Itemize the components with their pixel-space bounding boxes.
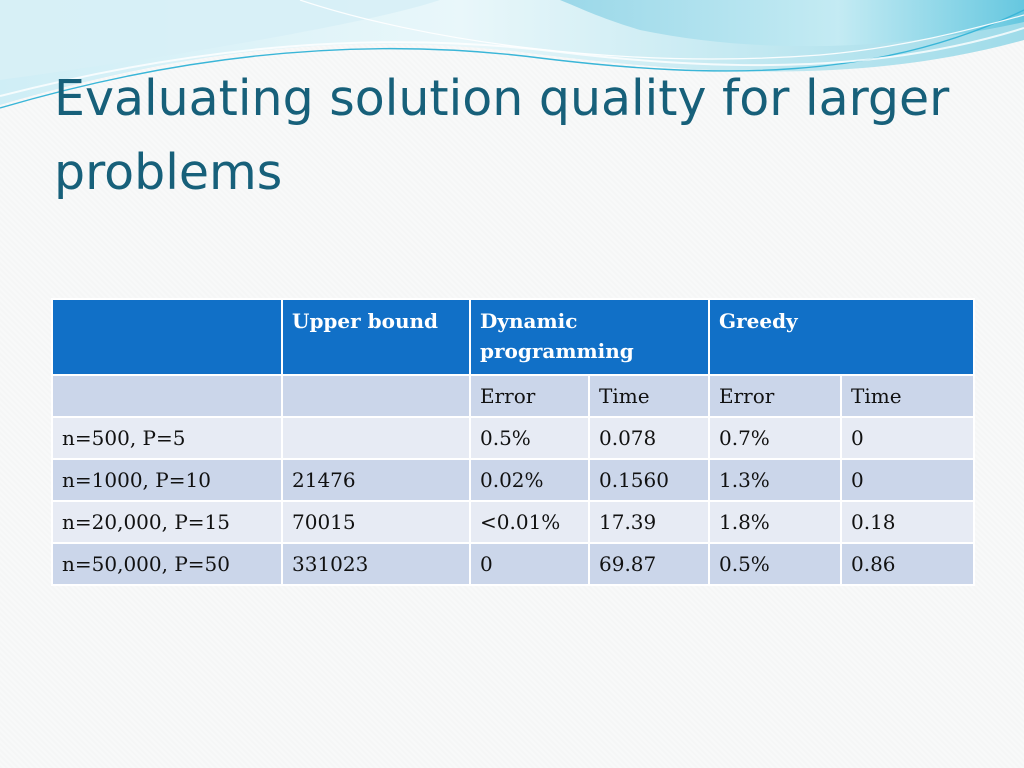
cell-upper-bound: 331023	[282, 543, 470, 585]
cell-dp-error: <0.01%	[470, 501, 589, 543]
header-greedy: Greedy	[709, 299, 974, 375]
header-empty	[52, 299, 282, 375]
cell-dp-error: 0.02%	[470, 459, 589, 501]
cell-greedy-time: 0.86	[841, 543, 974, 585]
cell-greedy-error: 0.7%	[709, 417, 841, 459]
table-row	[52, 459, 974, 501]
cell-greedy-error: 1.3%	[709, 459, 841, 501]
slide-title: Evaluating solution quality for larger problems	[54, 70, 950, 201]
table-cell	[282, 375, 470, 417]
subheader-dp-error: Error	[470, 375, 589, 417]
cell-greedy-error: 0.5%	[709, 543, 841, 585]
header-dynamic-programming: Dynamic programming	[470, 299, 709, 375]
cell-dp-time: 17.39	[589, 501, 709, 543]
cell-dp-time: 0.1560	[589, 459, 709, 501]
row-label: n=1000, P=10	[52, 459, 282, 501]
subheader-greedy-error: Error	[709, 375, 841, 417]
table-row	[52, 501, 974, 543]
table-cell	[52, 375, 282, 417]
cell-upper-bound	[282, 417, 470, 459]
row-label: n=20,000, P=15	[52, 501, 282, 543]
row-label: n=500, P=5	[52, 417, 282, 459]
table-header-row	[52, 299, 974, 375]
cell-greedy-time: 0	[841, 459, 974, 501]
row-label: n=50,000, P=50	[52, 543, 282, 585]
cell-upper-bound: 70015	[282, 501, 470, 543]
subheader-greedy-time: Time	[841, 375, 974, 417]
cell-greedy-time: 0	[841, 417, 974, 459]
cell-greedy-error: 1.8%	[709, 501, 841, 543]
cell-dp-time: 69.87	[589, 543, 709, 585]
table-row	[52, 417, 974, 459]
cell-dp-error: 0.5%	[470, 417, 589, 459]
cell-upper-bound: 21476	[282, 459, 470, 501]
cell-dp-time: 0.078	[589, 417, 709, 459]
results-table	[51, 298, 975, 586]
table-subheader-row	[52, 375, 974, 417]
cell-greedy-time: 0.18	[841, 501, 974, 543]
table-row	[52, 543, 974, 585]
header-upper-bound: Upper bound	[282, 299, 470, 375]
subheader-dp-time: Time	[589, 375, 709, 417]
cell-dp-error: 0	[470, 543, 589, 585]
results-table-container	[51, 298, 973, 586]
